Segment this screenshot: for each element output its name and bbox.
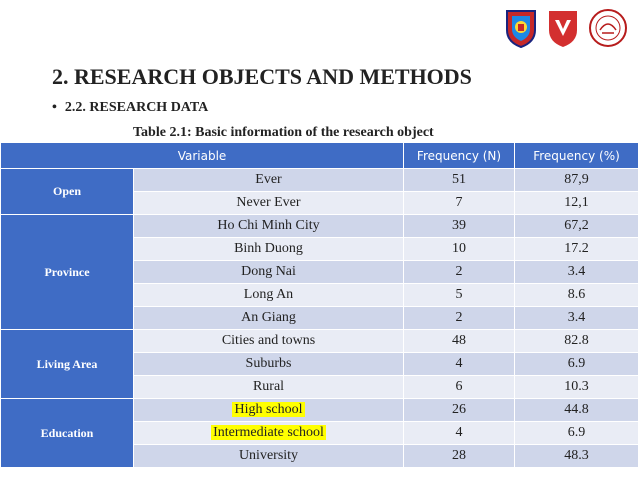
cell-frequency-pct: 6.9 (515, 422, 638, 445)
table-header-row (1, 143, 638, 169)
header-variable: Variable (1, 143, 404, 169)
header-frequency-n: Frequency (N) (404, 143, 515, 169)
cell-value: Ho Chi Minh City (134, 215, 404, 238)
logo-group (504, 8, 628, 48)
header-frequency-pct: Frequency (%) (515, 143, 638, 169)
cell-value: Long An (134, 284, 404, 307)
cell-frequency-n: 4 (404, 422, 515, 445)
university-crest-icon (504, 8, 538, 48)
cell-frequency-pct: 3.4 (515, 307, 638, 330)
cell-value: Suburbs (134, 353, 404, 376)
cell-value (134, 399, 404, 422)
cell-value: Cities and towns (134, 330, 404, 353)
cell-frequency-n: 2 (404, 261, 515, 284)
cell-frequency-n: 2 (404, 307, 515, 330)
cell-frequency-n: 26 (404, 399, 515, 422)
table-row (1, 215, 638, 238)
cell-frequency-n: 10 (404, 238, 515, 261)
group-label: Province (1, 215, 134, 330)
subtitle-text: 2.2. RESEARCH DATA (64, 100, 209, 115)
table-body (1, 169, 638, 468)
cell-frequency-pct: 10.3 (515, 376, 638, 399)
highlighted-text: Intermediate school (213, 425, 324, 440)
slide-subtitle (52, 100, 208, 116)
cell-value: Never Ever (134, 192, 404, 215)
brand-shield-icon (546, 8, 580, 48)
cell-frequency-pct: 3.4 (515, 261, 638, 284)
cell-value: Ever (134, 169, 404, 192)
table-row (1, 399, 638, 422)
highlighted-text: High school (234, 402, 303, 417)
cell-value: Dong Nai (134, 261, 404, 284)
cell-frequency-n: 5 (404, 284, 515, 307)
cell-value: Rural (134, 376, 404, 399)
cell-frequency-pct: 87,9 (515, 169, 638, 192)
cell-frequency-pct: 12,1 (515, 192, 638, 215)
cell-frequency-pct: 82.8 (515, 330, 638, 353)
bullet-icon: • (52, 100, 57, 115)
cell-value: Binh Duong (134, 238, 404, 261)
research-object-table (0, 142, 638, 468)
cell-frequency-pct: 48.3 (515, 445, 638, 468)
group-label: Living Area (1, 330, 134, 399)
slide-title: 2. RESEARCH OBJECTS AND METHODS (52, 64, 472, 89)
cell-frequency-pct: 17.2 (515, 238, 638, 261)
cell-frequency-n: 4 (404, 353, 515, 376)
cell-frequency-n: 48 (404, 330, 515, 353)
round-seal-icon (588, 8, 628, 48)
cell-frequency-pct: 67,2 (515, 215, 638, 238)
group-label: Education (1, 399, 134, 468)
cell-value: An Giang (134, 307, 404, 330)
cell-frequency-n: 7 (404, 192, 515, 215)
cell-frequency-n: 39 (404, 215, 515, 238)
cell-value (134, 422, 404, 445)
cell-frequency-n: 51 (404, 169, 515, 192)
cell-frequency-pct: 6.9 (515, 353, 638, 376)
table-row (1, 169, 638, 192)
group-label: Open (1, 169, 134, 215)
table-caption: Table 2.1: Basic information of the research object (133, 125, 434, 140)
cell-value: University (134, 445, 404, 468)
cell-frequency-n: 6 (404, 376, 515, 399)
cell-frequency-pct: 44.8 (515, 399, 638, 422)
table-row (1, 330, 638, 353)
cell-frequency-pct: 8.6 (515, 284, 638, 307)
cell-frequency-n: 28 (404, 445, 515, 468)
